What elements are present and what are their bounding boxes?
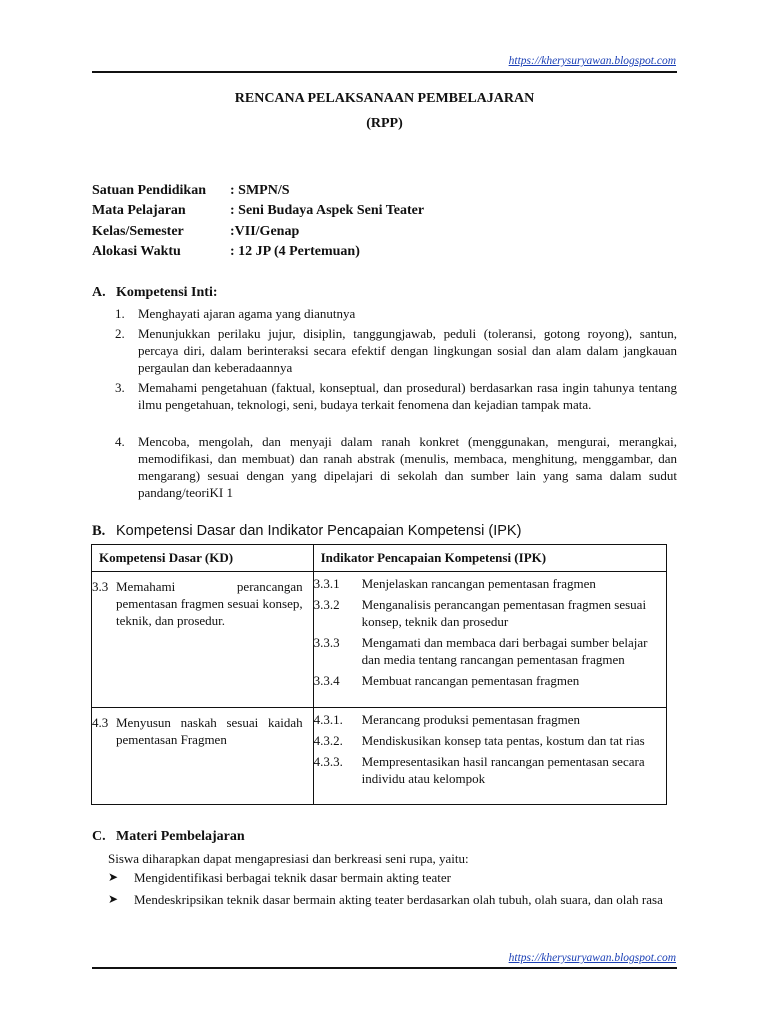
doc-subtitle: (RPP) [366, 116, 403, 131]
identity-key: Satuan Pendidikan [92, 183, 206, 198]
ipk-item [314, 732, 658, 749]
ipk-number: 3.3.3 [313, 635, 340, 650]
ipk-text: Mendiskusikan konsep tata pentas, kostum dan tat rias [361, 733, 645, 748]
ki-item-3 [115, 379, 677, 413]
footer-url-link[interactable]: https://kherysuryawan.blogspot.com [508, 952, 676, 964]
table-header-kd: Kompetensi Dasar (KD) [92, 545, 314, 572]
section-b-heading [92, 523, 521, 540]
section-c-heading [92, 829, 245, 845]
table-row [92, 708, 667, 805]
kd-text: Menyusun naskah sesuai kaidah pementasan Fragmen [116, 715, 303, 747]
identity-value: :VII/Genap [230, 224, 300, 239]
bullet-text: Mendeskripsikan teknik dasar bermain akting teater berdasarkan olah tubuh, olah suara, dan olah rasa [134, 892, 663, 907]
section-letter: B. [92, 523, 106, 539]
section-title: Kompetensi Dasar dan Indikator Pencapaian Kompetensi (IPK) [116, 523, 522, 539]
ipk-item [314, 575, 658, 592]
header-url-link[interactable]: https://kherysuryawan.blogspot.com [508, 55, 676, 67]
ipk-item [314, 711, 658, 728]
kd-number: 4.3 [92, 715, 109, 730]
ipk-text: Mengamati dan membaca dari berbagai sumber belajar dan media tentang rancangan pementasan fragmen [361, 635, 648, 667]
ki-item-4 [115, 433, 677, 501]
ipk-text: Menganalisis perancangan pementasan fragmen sesuai konsep, teknik dan prosedur [361, 597, 647, 629]
section-a-heading [92, 285, 218, 301]
ipk-item [314, 753, 658, 787]
identity-value: : Seni Budaya Aspek Seni Teater [230, 203, 425, 218]
kd-cell [92, 708, 314, 805]
kd-text: Memahami perancangan pementasan fragmen sesuai konsep, teknik, dan prosedur. [116, 579, 303, 628]
ki-number: 3. [115, 380, 125, 395]
arrow-bullet-icon: ➤ [108, 870, 119, 884]
section-letter: C. [92, 829, 106, 844]
identity-key: Kelas/Semester [92, 224, 184, 239]
arrow-bullet-icon: ➤ [108, 892, 119, 906]
ki-item-2 [115, 325, 677, 376]
kd-content [92, 708, 313, 748]
ipk-number: 4.3.1. [313, 712, 343, 727]
table-header-row [92, 545, 667, 572]
kd-cell [92, 572, 314, 708]
ipk-cell [313, 572, 666, 708]
bullet-text: Mengidentifikasi berbagai teknik dasar bermain akting teater [134, 870, 451, 885]
ipk-item [314, 596, 658, 630]
section-title: Materi Pembelajaran [116, 829, 245, 844]
ipk-item [314, 672, 658, 689]
identity-key: Alokasi Waktu [92, 244, 181, 259]
ki-text: Mencoba, mengolah, dan menyaji dalam ranah konkret (menggunakan, mengurai, merangkai, memodifikasi, dan membuat) dan ranah abstrak (menulis, membaca, menghitung, menggambar, dan mengarang) sesuai dengan yang dipelajari di sekolah dan sumber lain yang sama dalam sudut pandang/teoriKI 1 [138, 434, 677, 500]
ipk-text: Membuat rancangan pementasan fragmen [361, 673, 580, 688]
ki-item-1 [115, 305, 677, 322]
ipk-number: 4.3.3. [313, 754, 343, 769]
ipk-text: Mempresentasikan hasil rancangan pementasan secara individu atau kelompok [361, 754, 645, 786]
kd-ipk-table [91, 544, 667, 805]
ipk-number: 3.3.1 [313, 576, 340, 591]
ki-number: 2. [115, 326, 125, 341]
ipk-cell [313, 708, 666, 805]
footer-rule [92, 967, 677, 969]
ki-number: 1. [115, 306, 125, 321]
table-row [92, 572, 667, 708]
identity-key: Mata Pelajaran [92, 203, 186, 218]
identity-value: : 12 JP (4 Pertemuan) [230, 244, 360, 259]
ipk-number: 4.3.2. [313, 733, 343, 748]
ipk-number: 3.3.4 [313, 673, 340, 688]
ipk-number: 3.3.2 [313, 597, 340, 612]
section-title: Kompetensi Inti: [116, 285, 218, 300]
ki-text: Memahami pengetahuan (faktual, konseptual, dan prosedural) berdasarkan rasa ingin tahunya tentang ilmu pengetahuan, teknologi, seni, budaya terkait fenomena dan kejadian tampak mata. [138, 380, 677, 412]
ki-text: Menunjukkan perilaku jujur, disiplin, tanggungjawab, peduli (toleransi, gotong royong), santun, percaya diri, dalam berinteraksi secara efektif dengan lingkungan sosial dan alam dalam jangkauan pergaulan dan keberadaannya [138, 326, 677, 375]
ipk-text: Menjelaskan rancangan pementasan fragmen [361, 576, 596, 591]
ki-text: Menghayati ajaran agama yang dianutnya [138, 306, 356, 321]
ki-number: 4. [115, 434, 125, 449]
header-rule [92, 71, 677, 73]
materi-bullet [108, 869, 677, 886]
section-letter: A. [92, 285, 106, 300]
identity-value: : SMPN/S [230, 183, 290, 198]
kd-content [92, 572, 313, 629]
doc-title: RENCANA PELAKSANAAN PEMBELAJARAN [234, 91, 535, 106]
ipk-text: Merancang produksi pementasan fragmen [361, 712, 581, 727]
materi-bullet [108, 891, 677, 908]
table-header-ipk: Indikator Pencapaian Kompetensi (IPK) [313, 545, 666, 572]
kd-number: 3.3 [92, 579, 109, 594]
ipk-item [314, 634, 658, 668]
materi-intro: Siswa diharapkan dapat mengapresiasi dan berkreasi seni rupa, yaitu: [108, 851, 469, 866]
